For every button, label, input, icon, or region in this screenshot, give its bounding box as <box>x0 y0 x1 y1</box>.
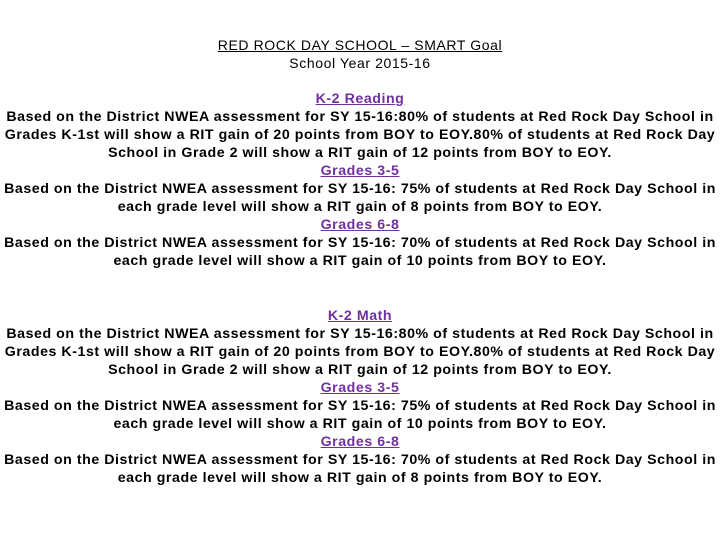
document-title: RED ROCK DAY SCHOOL – SMART Goal <box>217 37 503 53</box>
math-grades-6-8-goal-text: Based on the District NWEA assessment for SY 15-16: 70% of students at Red Rock Day School in each grade level will show a RIT gain of 8 points from BOY to EOY. <box>4 452 716 486</box>
math-goals-section <box>4 307 716 487</box>
math-grades-3-5-goal-text: Based on the District NWEA assessment for SY 15-16: 75% of students at Red Rock Day School in each grade level will show a RIT gain of 10 points from BOY to EOY. <box>4 398 716 432</box>
math-grades-6-8-heading: Grades 6-8 <box>320 434 400 450</box>
math-grades-3-5-heading: Grades 3-5 <box>320 380 400 396</box>
math-k2-heading: K-2 Math <box>327 308 393 324</box>
reading-grades-6-8-goal-text: Based on the District NWEA assessment for SY 15-16: 70% of students at Red Rock Day School in each grade level will show a RIT gain of 10 points from BOY to EOY. <box>4 235 716 269</box>
reading-goals-section <box>4 90 716 270</box>
math-k2-goal-text: Based on the District NWEA assessment for SY 15-16:80% of students at Red Rock Day School in Grades K-1st will show a RIT gain of 20 points from BOY to EOY.80% of students at Red Rock Day School in Grade 2 will show a RIT gain of 12 points from BOY to EOY. <box>4 326 716 378</box>
reading-grades-6-8-heading: Grades 6-8 <box>320 217 400 233</box>
reading-k2-heading: K-2 Reading <box>315 91 405 107</box>
reading-grades-3-5-goal-text: Based on the District NWEA assessment for SY 15-16: 75% of students at Red Rock Day School in each grade level will show a RIT gain of 8 points from BOY to EOY. <box>4 181 716 215</box>
document-subtitle: School Year 2015-16 <box>289 55 431 71</box>
reading-grades-3-5-heading: Grades 3-5 <box>320 163 400 179</box>
reading-k2-goal-text: Based on the District NWEA assessment for SY 15-16:80% of students at Red Rock Day School in Grades K-1st will show a RIT gain of 20 points from BOY to EOY.80% of students at Red Rock Day School in Grade 2 will show a RIT gain of 12 points from BOY to EOY. <box>4 109 716 161</box>
